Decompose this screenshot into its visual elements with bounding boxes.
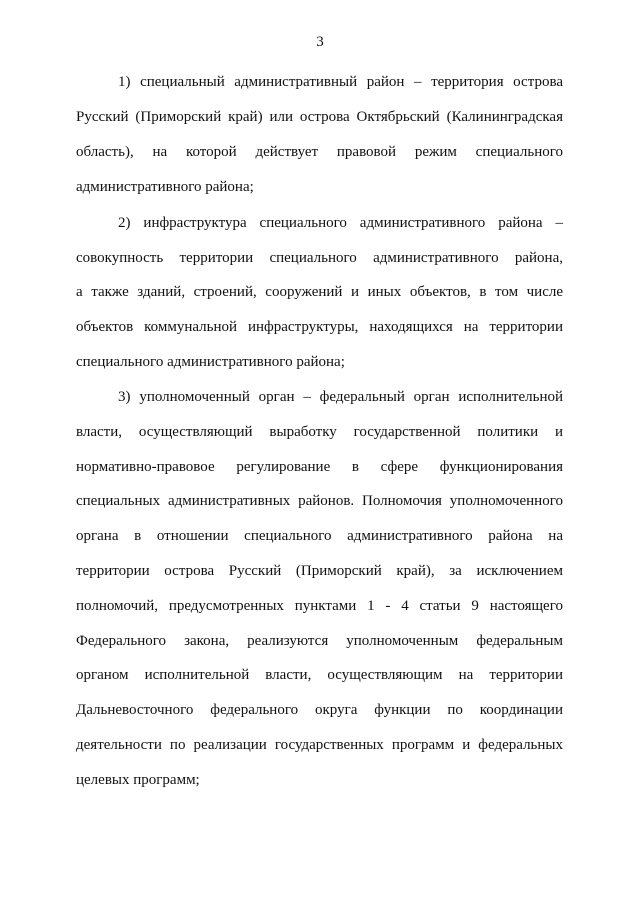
text-line: специальных административных районов. Полномочия уполномоченного bbox=[76, 493, 563, 509]
text-line: область), на которой действует правовой режим специального bbox=[76, 144, 563, 160]
text-line: 3) уполномоченный орган – федеральный орган исполнительной bbox=[118, 389, 563, 405]
text-line: 2) инфраструктура специального административного района – bbox=[118, 215, 563, 231]
text-line: а также зданий, строений, сооружений и иных объектов, в том числе bbox=[76, 284, 563, 300]
text-line: объектов коммунальной инфраструктуры, находящихся на территории bbox=[76, 319, 563, 335]
text-line: совокупность территории специального административного района, bbox=[76, 250, 563, 266]
text-line: органом исполнительной власти, осуществляющим на территории bbox=[76, 667, 563, 683]
text-line: власти, осуществляющий выработку государственной политики и bbox=[76, 424, 563, 440]
text-line: специального административного района; bbox=[76, 354, 345, 370]
text-line: территории острова Русский (Приморский край), за исключением bbox=[76, 563, 563, 579]
text-line: административного района; bbox=[76, 179, 254, 195]
text-line: деятельности по реализации государственных программ и федеральных bbox=[76, 737, 563, 753]
text-line: полномочий, предусмотренных пунктами 1 - 4 статьи 9 настоящего bbox=[76, 598, 563, 614]
text-line: 1) специальный административный район – территория острова bbox=[118, 74, 563, 90]
text-line: Дальневосточного федерального округа функции по координации bbox=[76, 702, 563, 718]
text-line: органа в отношении специального административного района на bbox=[76, 528, 563, 544]
text-line: Русский (Приморский край) или острова Октябрьский (Калининградская bbox=[76, 109, 563, 125]
page-number: 3 bbox=[316, 34, 324, 50]
text-line: целевых программ; bbox=[76, 772, 200, 788]
text-line: Федерального закона, реализуются уполномоченным федеральным bbox=[76, 633, 563, 649]
text-line: нормативно-правовое регулирование в сфере функционирования bbox=[76, 459, 563, 475]
